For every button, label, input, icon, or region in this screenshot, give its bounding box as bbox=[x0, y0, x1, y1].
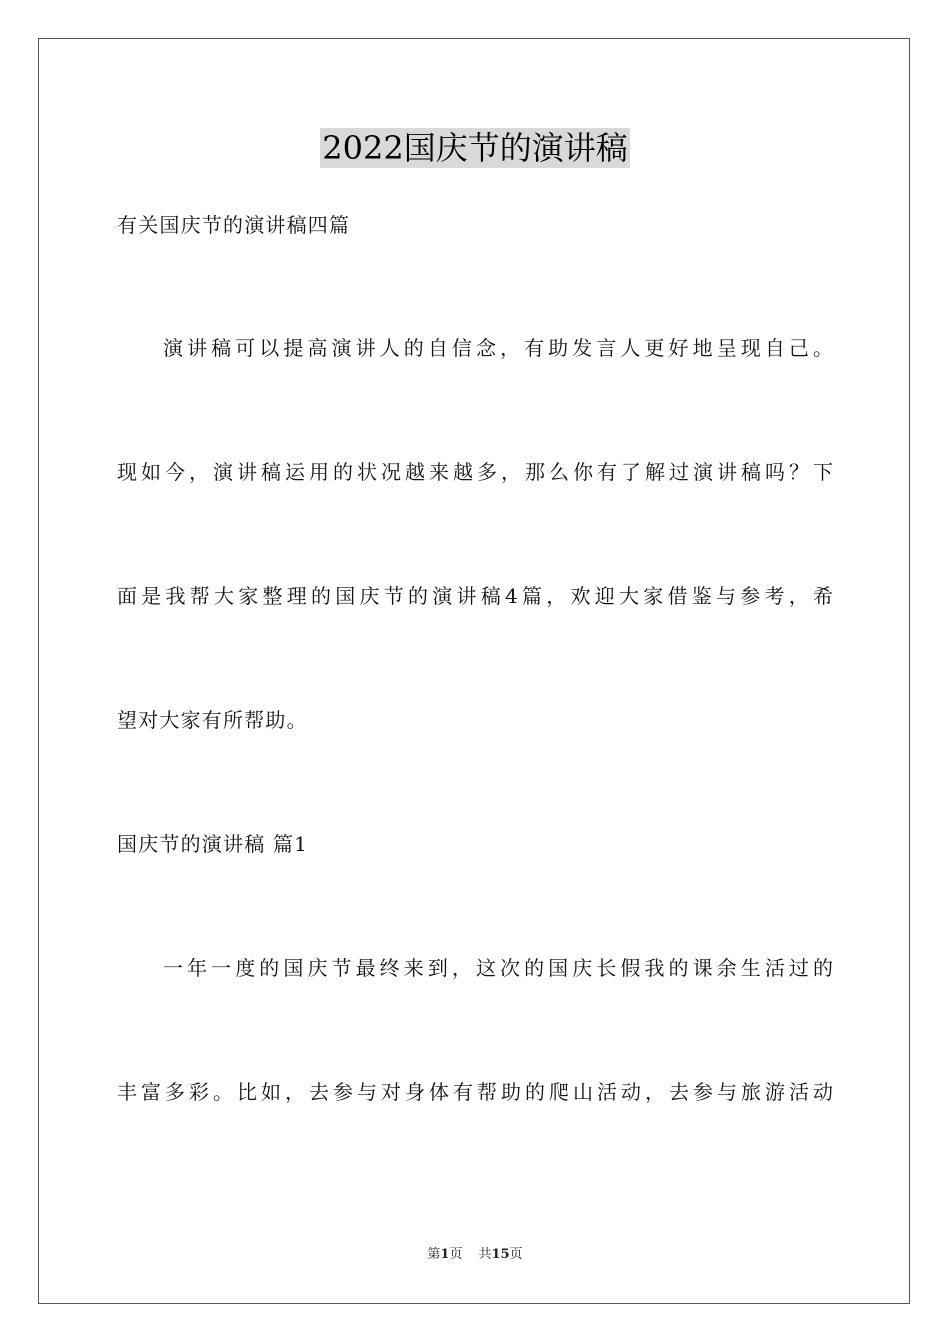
paragraph-line: 一年一度的国庆节最终来到，这次的国庆长假我的课余生活过的 bbox=[163, 956, 833, 980]
total-suffix: 页 bbox=[509, 1247, 523, 1262]
paragraph-line: 丰富多彩。比如，去参与对身体有帮助的爬山活动，去参与旅游活动 bbox=[117, 1080, 833, 1104]
section-heading: 国庆节的演讲稿 篇1 bbox=[117, 832, 309, 856]
paragraph-line: 演讲稿可以提高演讲人的自信念，有助发言人更好地呈现自己。 bbox=[163, 336, 833, 360]
title-container bbox=[0, 128, 950, 168]
page-suffix: 页 bbox=[449, 1247, 463, 1262]
page-number: 1 bbox=[440, 1247, 450, 1262]
total-pages: 15 bbox=[491, 1247, 510, 1262]
paragraph-line: 面是我帮大家整理的国庆节的演讲稿4篇，欢迎大家借鉴与参考，希 bbox=[117, 584, 833, 608]
paragraph-line: 望对大家有所帮助。 bbox=[117, 708, 308, 732]
page-prefix: 第 bbox=[427, 1247, 441, 1262]
page-footer bbox=[0, 1246, 950, 1264]
paragraph-line: 现如今，演讲稿运用的状况越来越多，那么你有了解过演讲稿吗？下 bbox=[117, 460, 833, 484]
document-title: 2022国庆节的演讲稿 bbox=[322, 129, 628, 167]
total-prefix: 共 bbox=[478, 1247, 492, 1262]
subtitle-line: 有关国庆节的演讲稿四篇 bbox=[117, 213, 351, 237]
